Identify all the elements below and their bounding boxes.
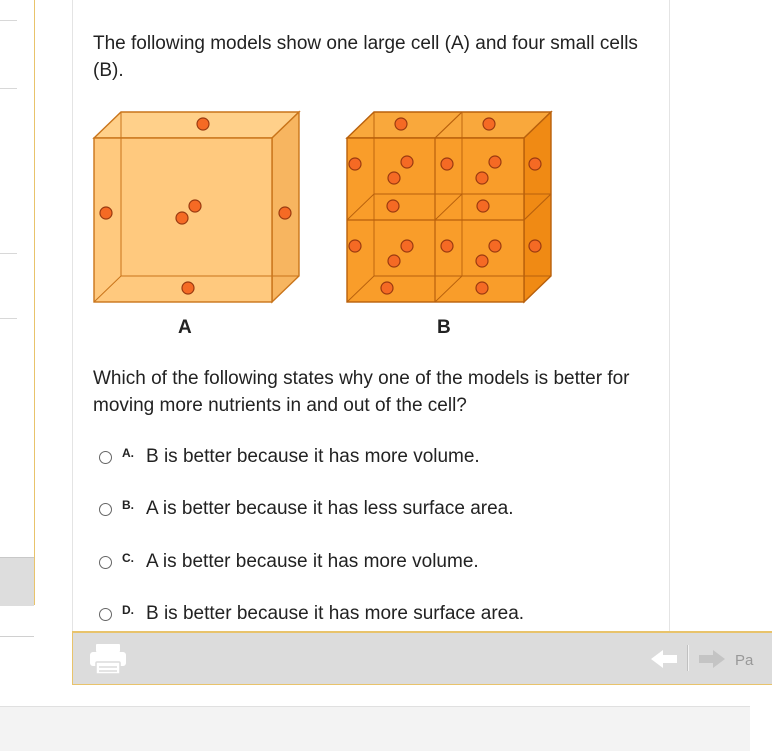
page-label: Pa xyxy=(735,652,754,669)
left-rule xyxy=(0,88,17,89)
choice-letter-a: A. xyxy=(122,446,134,460)
left-divider xyxy=(0,636,34,637)
back-arrow-icon[interactable] xyxy=(651,650,679,673)
choice-text-b[interactable]: A is better because it has less surface area. xyxy=(146,498,514,519)
radio-button-a[interactable] xyxy=(99,451,112,464)
radio-button-b[interactable] xyxy=(99,503,112,516)
choice-b[interactable] xyxy=(99,495,514,523)
cell-a-model xyxy=(94,112,299,302)
choice-letter-d: D. xyxy=(122,603,134,617)
choice-text-d[interactable]: B is better because it has more surface area. xyxy=(146,603,525,624)
left-rule xyxy=(0,20,17,21)
next-arrow-icon[interactable] xyxy=(697,650,725,673)
footer-toolbar xyxy=(72,631,772,685)
choice-d[interactable] xyxy=(99,600,524,628)
choice-letter-c: C. xyxy=(122,551,134,565)
printer-icon[interactable] xyxy=(87,643,129,680)
cell-b-label: B xyxy=(437,317,451,338)
left-rule xyxy=(0,253,17,254)
question-stem: Which of the following states why one of the models is better for moving more nutrients in and out of the cell? xyxy=(93,368,630,416)
bottom-strip xyxy=(0,706,750,751)
choice-text-a[interactable]: B is better because it has more volume. xyxy=(146,446,480,467)
radio-button-d[interactable] xyxy=(99,608,112,621)
cell-b-model xyxy=(347,112,551,302)
choice-text-c[interactable]: A is better because it has more volume. xyxy=(146,551,479,572)
choice-a[interactable] xyxy=(99,443,480,471)
question-intro: The following models show one large cell (A) and four small cells (B). xyxy=(93,33,638,81)
question-panel xyxy=(72,0,670,632)
left-rule xyxy=(0,318,17,319)
choice-letter-b: B. xyxy=(122,498,134,512)
radio-button-c[interactable] xyxy=(99,556,112,569)
left-panel xyxy=(0,0,35,605)
cell-models-diagram xyxy=(91,108,561,348)
choice-c[interactable] xyxy=(99,548,479,576)
cell-a-label: A xyxy=(178,317,192,338)
nav-separator xyxy=(687,645,689,671)
left-panel-button[interactable] xyxy=(0,557,34,606)
cell-models-figure xyxy=(91,108,561,348)
